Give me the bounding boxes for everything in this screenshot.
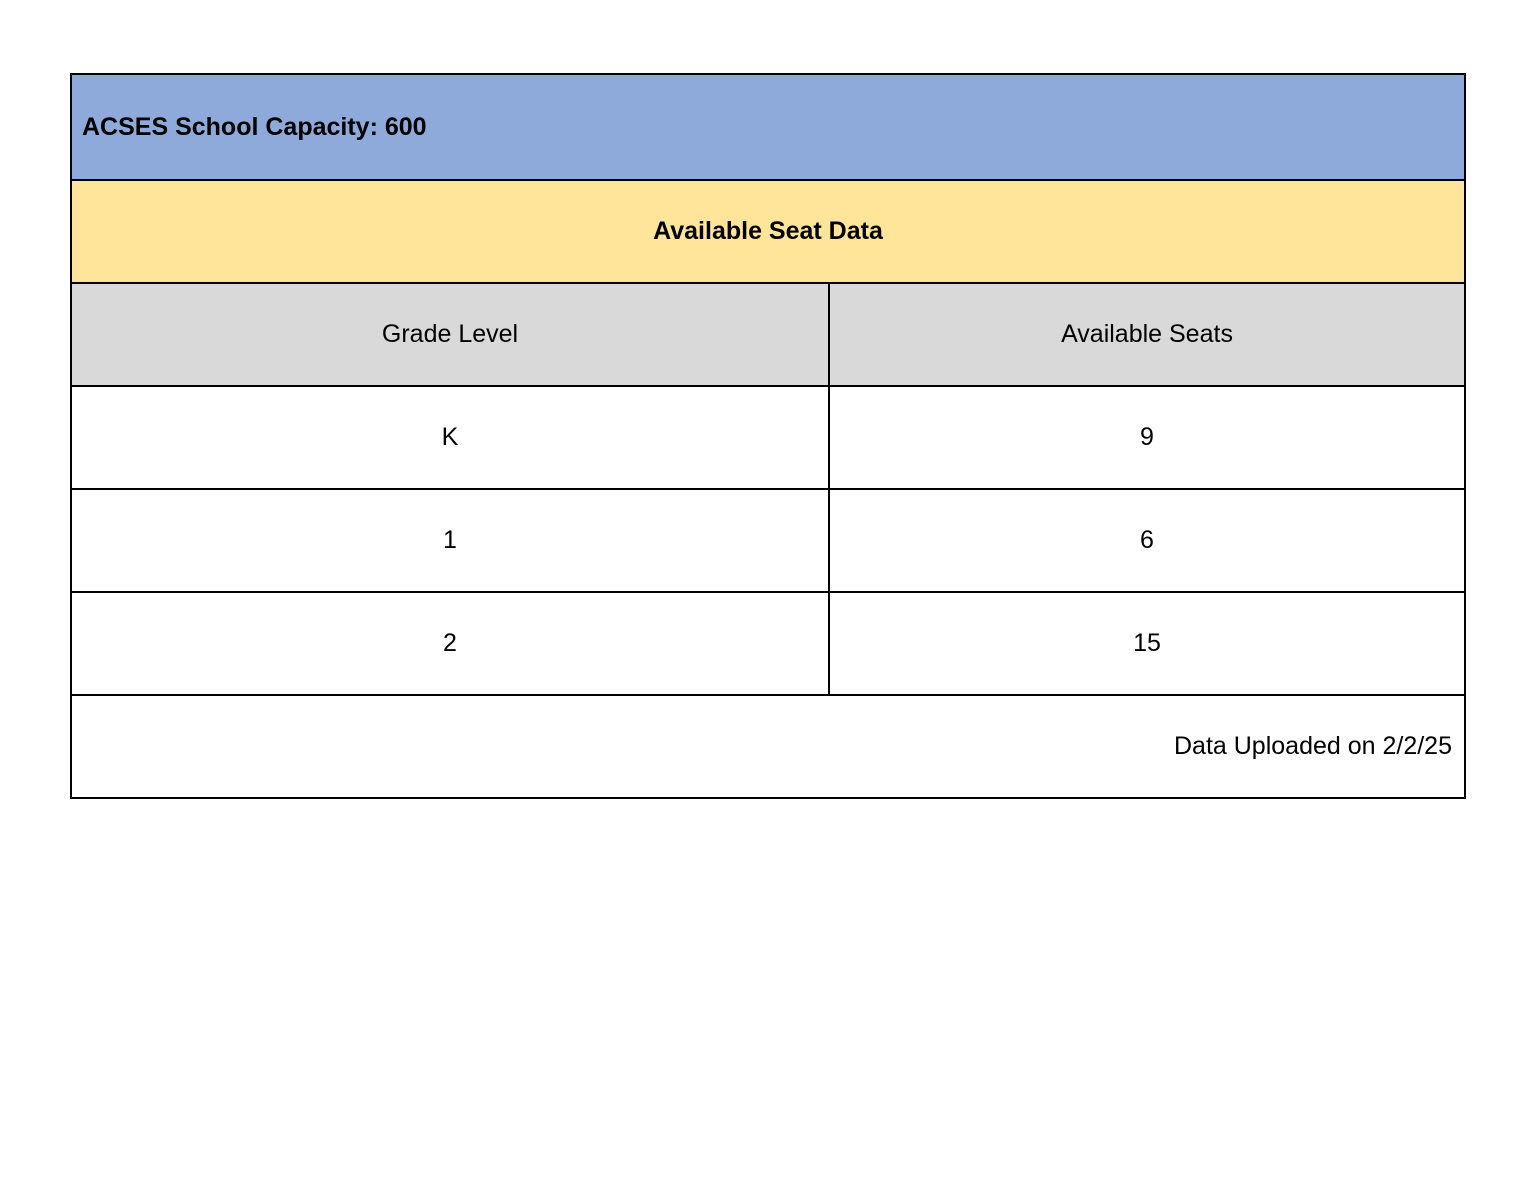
seat-data-table <box>70 73 1466 799</box>
table-row <box>72 591 1464 694</box>
seats-cell: 9 <box>1140 423 1154 451</box>
header-grade-level: Grade Level <box>72 284 830 385</box>
column-header-row <box>72 282 1464 385</box>
section-row <box>72 179 1464 282</box>
section-title: Available Seat Data <box>653 217 883 245</box>
capacity-title: ACSES School Capacity: 600 <box>82 112 427 141</box>
grade-cell: K <box>72 387 830 488</box>
grade-cell: 2 <box>72 593 830 694</box>
table-row <box>72 385 1464 488</box>
title-row <box>72 75 1464 179</box>
grade-cell: 1 <box>72 490 830 591</box>
seats-cell: 6 <box>1140 526 1154 554</box>
header-available-seats: Available Seats <box>1061 320 1233 348</box>
footer-row <box>72 694 1464 797</box>
upload-date-note: Data Uploaded on 2/2/25 <box>1174 732 1452 760</box>
table-row <box>72 488 1464 591</box>
seats-cell: 15 <box>1133 629 1161 657</box>
